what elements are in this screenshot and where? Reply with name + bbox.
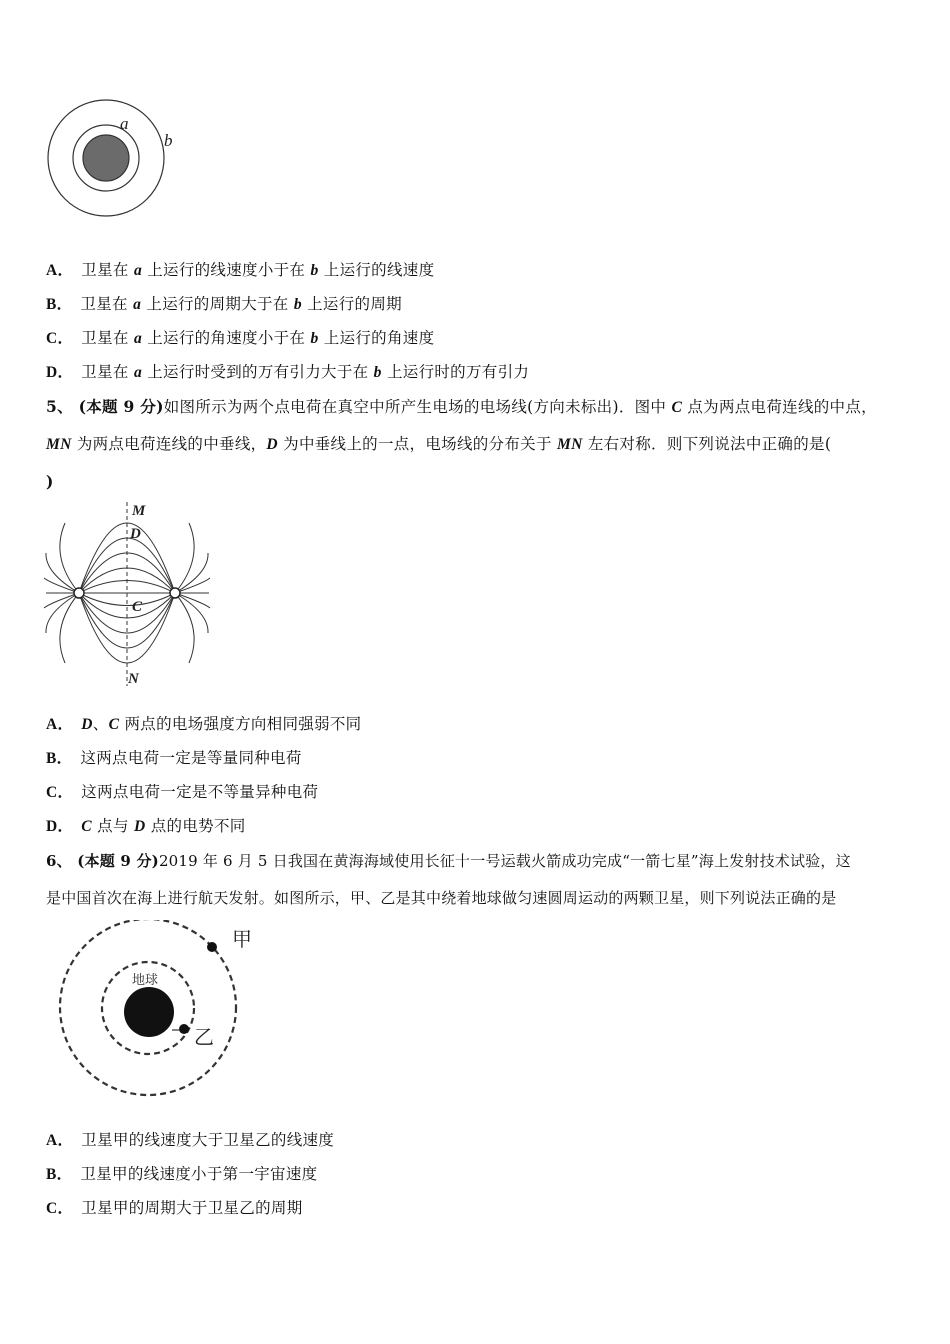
satellite-jia <box>207 942 217 952</box>
q5-stem-line2: MN 为两点电荷连线的中垂线，D 为中垂线上的一点，电场线的分布关于 MN 左右对称．则下列说法中正确的是( <box>46 435 832 453</box>
field-line-outer <box>175 593 194 663</box>
q6-option-a[interactable]: A． 卫星甲的线速度大于卫星乙的线速度 <box>46 1131 335 1149</box>
label-yi: 乙 <box>194 1025 214 1049</box>
field-line-outer <box>60 593 79 663</box>
label-jia: 甲 <box>232 927 252 951</box>
q4-option-b[interactable]: B． 卫星在 a 上运行的周期大于在 b 上运行的周期 <box>46 295 402 313</box>
q6-option-b[interactable]: B． 卫星甲的线速度小于第一宇宙速度 <box>46 1165 318 1183</box>
planet-circle <box>83 135 129 181</box>
satellite-figure <box>50 920 270 1100</box>
q5-option-a[interactable]: A． D、C 两点的电场强度方向相同强弱不同 <box>46 715 362 733</box>
q4-option-d[interactable]: D． 卫星在 a 上运行时受到的万有引力大于在 b 上运行时的万有引力 <box>46 363 530 381</box>
q4-option-c[interactable]: C． 卫星在 a 上运行的角速度小于在 b 上运行的角速度 <box>46 329 435 347</box>
label-c: C <box>132 599 143 615</box>
charge-right <box>170 588 180 598</box>
label-m: M <box>132 503 146 519</box>
q5-option-b[interactable]: B． 这两点电荷一定是等量同种电荷 <box>46 749 302 767</box>
charge-left <box>74 588 84 598</box>
orbit-b-label: b <box>164 131 173 150</box>
field-line-outer <box>60 523 79 593</box>
orbit-figure <box>40 92 190 224</box>
q5-stem-line1: 5、 (本题 9 分)如图所示为两个点电荷在真空中所产生电场的电场线(方向未标出)．图中 C 点为两点电荷连线的中点， <box>46 397 877 416</box>
q5-option-c[interactable]: C． 这两点电荷一定是不等量异种电荷 <box>46 783 319 801</box>
label-d: D <box>130 526 141 542</box>
orbit-a-label: a <box>120 114 129 133</box>
field-lines-figure <box>40 498 215 690</box>
q6-stem-line2: 是中国首次在海上进行航天发射。如图所示，甲、乙是其中绕着地球做匀速圆周运动的两颗卫星，则下列说法正确的是 <box>46 889 837 907</box>
q5-option-d[interactable]: D． C 点与 D 点的电势不同 <box>46 817 246 835</box>
q5-stem-line3: ) <box>46 472 54 491</box>
label-n: N <box>128 671 139 687</box>
field-line-outer <box>175 523 194 593</box>
satellite-yi <box>179 1024 189 1034</box>
earth-circle <box>124 987 174 1037</box>
label-earth: 地球 <box>132 973 159 988</box>
q6-stem-line1: 6、 (本题 9 分)2019 年 6 月 5 日我国在黄海海域使用长征十一号运载火箭成功完成“一箭七星”海上发射技术试验，这 <box>46 852 851 870</box>
q6-option-c[interactable]: C． 卫星甲的周期大于卫星乙的周期 <box>46 1199 303 1217</box>
q4-option-a[interactable]: A． 卫星在 a 上运行的线速度小于在 b 上运行的线速度 <box>46 261 435 279</box>
